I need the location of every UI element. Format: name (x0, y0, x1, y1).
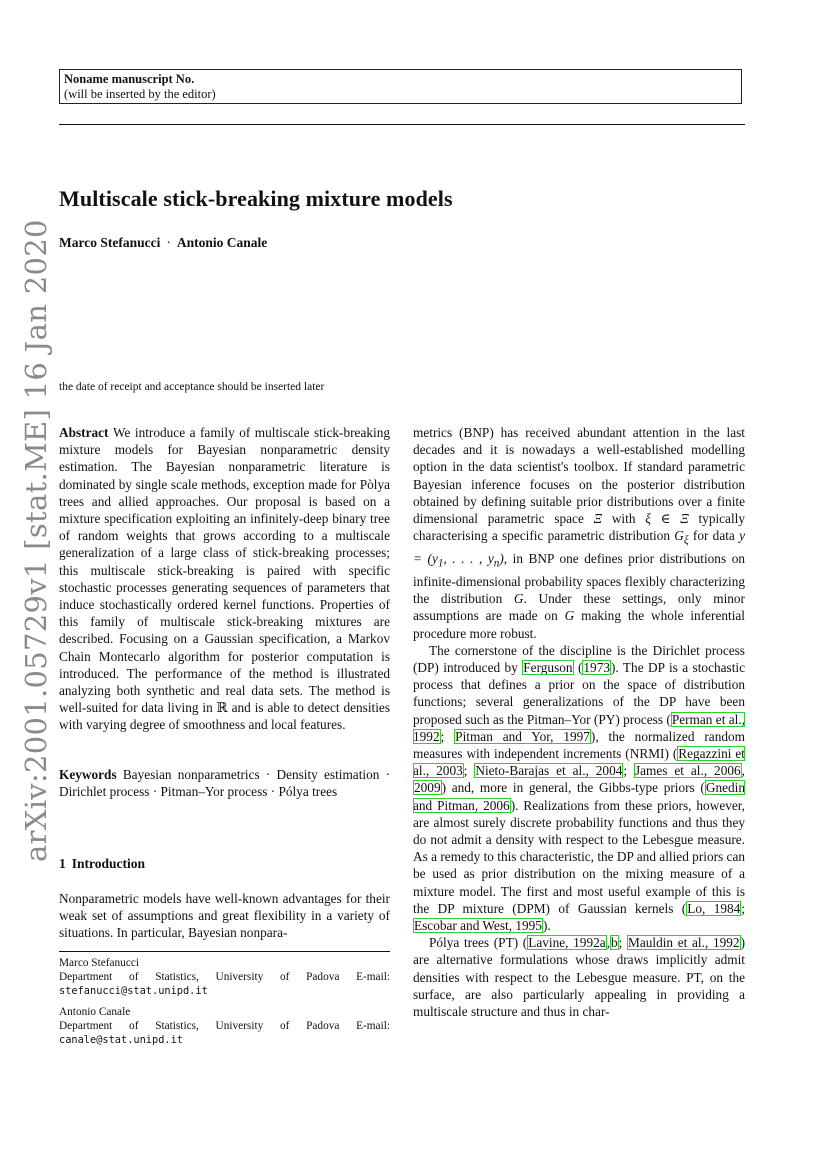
intro-text: Nonparametric models have well-known advantages for their weak set of assumptions and great flexibility in a variety of situations. In particular, Bayesian nonpara- (59, 891, 390, 941)
section-title: Introduction (71, 856, 146, 871)
header-rule (59, 124, 745, 125)
citation-link[interactable]: Gnedin and Pitman, 2006 (413, 780, 745, 813)
citation-link[interactable]: Ferguson (523, 659, 573, 675)
receipt-dates-note: the date of receipt and acceptance should be inserted later (59, 381, 325, 393)
author-footnote-2 (59, 1005, 390, 1047)
citation-link[interactable]: Lavine, 1992a (528, 935, 606, 951)
math-symbol: G (674, 528, 684, 544)
citation-link[interactable]: Lo, 1984 (687, 900, 741, 916)
footnote-affiliation: Department of Statistics, University of Padova E-mail: (59, 1020, 390, 1032)
citation-link[interactable]: Mauldin et al., 1992 (628, 935, 740, 951)
arxiv-watermark: arXiv:2001.05729v1 [stat.ME] 16 Jan 2020 (19, 219, 53, 862)
footnote-author-name: Antonio Canale (59, 1006, 131, 1018)
math-symbol: G (513, 591, 524, 607)
citation-link[interactable]: 1973 (583, 659, 610, 675)
citation-link[interactable]: Escobar and West, 1995 (414, 918, 542, 933)
author-name: Antonio Canale (176, 235, 268, 250)
citation-link[interactable]: Regazzini et al., 2003 (413, 745, 745, 779)
paragraph: The cornerstone of the discipline is the Dirichlet process (DP) introduced by Ferguson (1973). The DP is a stochastic process that defines a prior on the space of distribution functions; several generalizations of the DP have been proposed such as the Pitman–Yor (PY) process (Perman et al., 1992; Pitman and Yor, 1997), the normalized random measures with independent increments (NRMI) (Regazzini et al., 2003; Nieto-Barajas et al., 2004; James et al., 2006, 2009) and, more in general, the Gibbs-type priors (Gnedin and Pitman, 2006). Realizations from these priors, however, are almost surely discrete probability functions and thus they do not admit a density with respect to the Lebesgue measure. As a remedy to this characteristic, the DP and allied priors can be used as prior distribution on the mixing measure of a mixture model. The first and most useful example of this is the DP mixture (DPM) of Gaussian kernels (Lo, 1984; Escobar and West, 1995). (413, 642, 746, 933)
paper-title: Multiscale stick-breaking mixture models (59, 186, 453, 211)
keywords (59, 766, 390, 800)
citation-link[interactable]: Nieto-Barajas et al., 2004 (475, 763, 623, 779)
footnote-rule (59, 951, 390, 952)
footnote-email[interactable]: stefanucci@stat.unipd.it (59, 985, 208, 997)
manuscript-info-box (59, 69, 742, 104)
citation-link[interactable]: Pitman and Yor, 1997 (455, 728, 590, 744)
keywords-label: Keywords (59, 767, 117, 782)
math-symbol: Ξ (593, 511, 603, 527)
footnote-author-name: Marco Stefanucci (59, 957, 139, 969)
citation-link[interactable]: Perman et al., 1992 (413, 711, 745, 744)
keywords-text: Bayesian nonparametrics · Density estimation · Dirichlet process · Pitman–Yor process · Pólya trees (59, 767, 390, 800)
intro-paragraph-left (59, 890, 390, 942)
footnote-email[interactable]: canale@stat.unipd.it (59, 1034, 183, 1046)
author-list (59, 235, 267, 251)
footnote-affiliation: Department of Statistics, University of Padova E-mail: (59, 971, 390, 983)
citation-link[interactable]: b (610, 935, 618, 951)
author-footnote-1 (59, 956, 390, 998)
math-symbol: G (564, 608, 575, 624)
author-separator: · (166, 235, 171, 250)
paragraph: metrics (BNP) has received abundant attention in the last decades and it is nowadays a well-established modelling option in the data scientist's toolbox. If standard parametric Bayesian inference focuses on the posterior distribution obtained by defining suitable prior distributions over a finite dimensional parametric space Ξ with ξ ∈ Ξ typically characterising a specific parametric distribution $G_\xi$ for data $y = (y_1$, . . . , $y_n$), in BNP one defines prior distributions on infinite-dimensional probability spaces flexibly characterizing the distribution G. Under these settings, only minor assumptions are made on G making the whole inferential procedure more robust. (413, 425, 746, 641)
paragraph: Pólya trees (PT) (Lavine, 1992a,b; Mauldin et al., 1992) are alternative formulations whose draws implicitly admit densities with respect to the Lebesgue measure. PT, on the surface, are also particularly appealing in providing a multiscale structure and thus in char- (413, 935, 745, 1020)
editor-note: (will be inserted by the editor) (64, 87, 216, 101)
section-number: 1 (59, 856, 66, 871)
abstract-text: We introduce a family of multiscale stick-breaking mixture models for Bayesian nonparametric density estimation. The Bayesian nonparametric literature is dominated by single scale methods, exception made for Pòlya trees and allied approaches. Our proposal is based on a mixture specification exploiting an infinitely-deep binary tree of random weights that grows according to a multiscale generalization of a large class of stick-breaking processes; this multiscale stick-breaking is paired with specific stochastic processes generating sequences of parameters that induce stochastically ordered kernel functions. Properties of this family of multiscale stick-breaking mixtures are described. Focusing on a Gaussian specification, a Markov Chain Montecarlo algorithm for posterior computation is introduced. The performance of the method is illustrated analyzing both synthetic and real data sets. The method is well-suited for data living in ℝ and is able to detect densities with varying degree of smoothness and local features. (59, 425, 391, 733)
abstract (59, 424, 390, 734)
citation-link[interactable]: 2009 (414, 780, 441, 796)
section-heading (59, 856, 145, 872)
math-symbol: ξ ∈ Ξ (645, 511, 689, 527)
citation-link[interactable]: James et al., 2006 (634, 763, 741, 779)
author-name: Marco Stefanucci (59, 235, 161, 250)
abstract-label: Abstract (59, 425, 109, 440)
math-symbol: $y = (y_1$, . . . , $y_n$) (413, 528, 745, 570)
intro-right-column (413, 424, 745, 1020)
manuscript-number: Noname manuscript No. (64, 72, 195, 86)
